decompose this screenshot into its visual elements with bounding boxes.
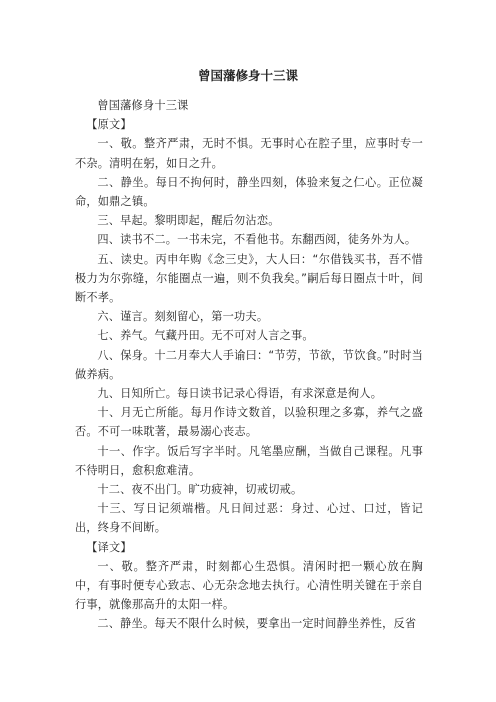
body-paragraph: 七、养气。气藏丹田。无不可对人言之事。 [97,329,314,343]
body-paragraph: 十一、作字。饭后写字半时。凡笔墨应酬，当做自己课程。凡事不待明日，愈积愈难清。 [75,444,423,477]
body-paragraph: 五、读史。丙申年购《念三史》，大人曰：“尔借钱买书，吾不惜极力为尔弥缝，尔能圈点一遍，则不负我矣。”嗣后每日圈点十叶，间断不孝。 [75,252,423,305]
document-body [75,96,423,634]
body-paragraph: 六、谨言。刻刻留心，第一功夫。 [97,310,269,324]
body-paragraph: 十三、写日记须端楷。凡日间过恶：身过、心过、口过，皆记出，终身不间断。 [75,502,423,535]
section-heading-original: 【原文】 [86,118,132,132]
body-paragraph: 十二、夜不出门。旷功疲神，切戒切戒。 [97,483,303,497]
section-heading-translation: 【译文】 [86,540,132,554]
body-paragraph: 九、日知所亡。每日读书记录心得语，有求深意是徇人。 [97,387,383,401]
body-paragraph: 八、保身。十二月奉大人手谕曰：“节劳，节欲，节饮食。”时时当做养病。 [75,348,423,381]
body-paragraph: 十、月无亡所能。每月作诗文数首，以验积理之多寡，养气之盛否。不可一味耽著，最易溺心丧志。 [75,406,423,439]
subtitle-paragraph: 曾国藩修身十三课 [97,99,189,112]
body-paragraph: 二、静坐。每日不拘何时，静坐四刻，体验来复之仁心。正位凝命，如鼎之镇。 [75,175,423,209]
body-paragraph: 一、敬。整齐严肃，时刻都心生恐惧。清闲时把一颗心放在胸中，有事时便专心致志、心无杂念地去执行。心清性明关键在于亲自行事，就像那高升的太阳一样。 [75,559,423,612]
body-paragraph: 四、读书不二。一书未完，不看他书。东翻西阅，徒务外为人。 [97,233,417,247]
body-paragraph: 二、静坐。每天不限什么时候，要拿出一定时间静坐养性，反省 [97,617,417,631]
body-paragraph: 三、早起。黎明即起，醒后勿沾恋。 [97,214,280,228]
body-paragraph: 一、敬。整齐严肃，无时不惧。无事时心在腔子里，应事时专一不杂。清明在躬，如日之升。 [75,137,423,170]
document-title: 曾国藩修身十三课 [197,68,298,83]
